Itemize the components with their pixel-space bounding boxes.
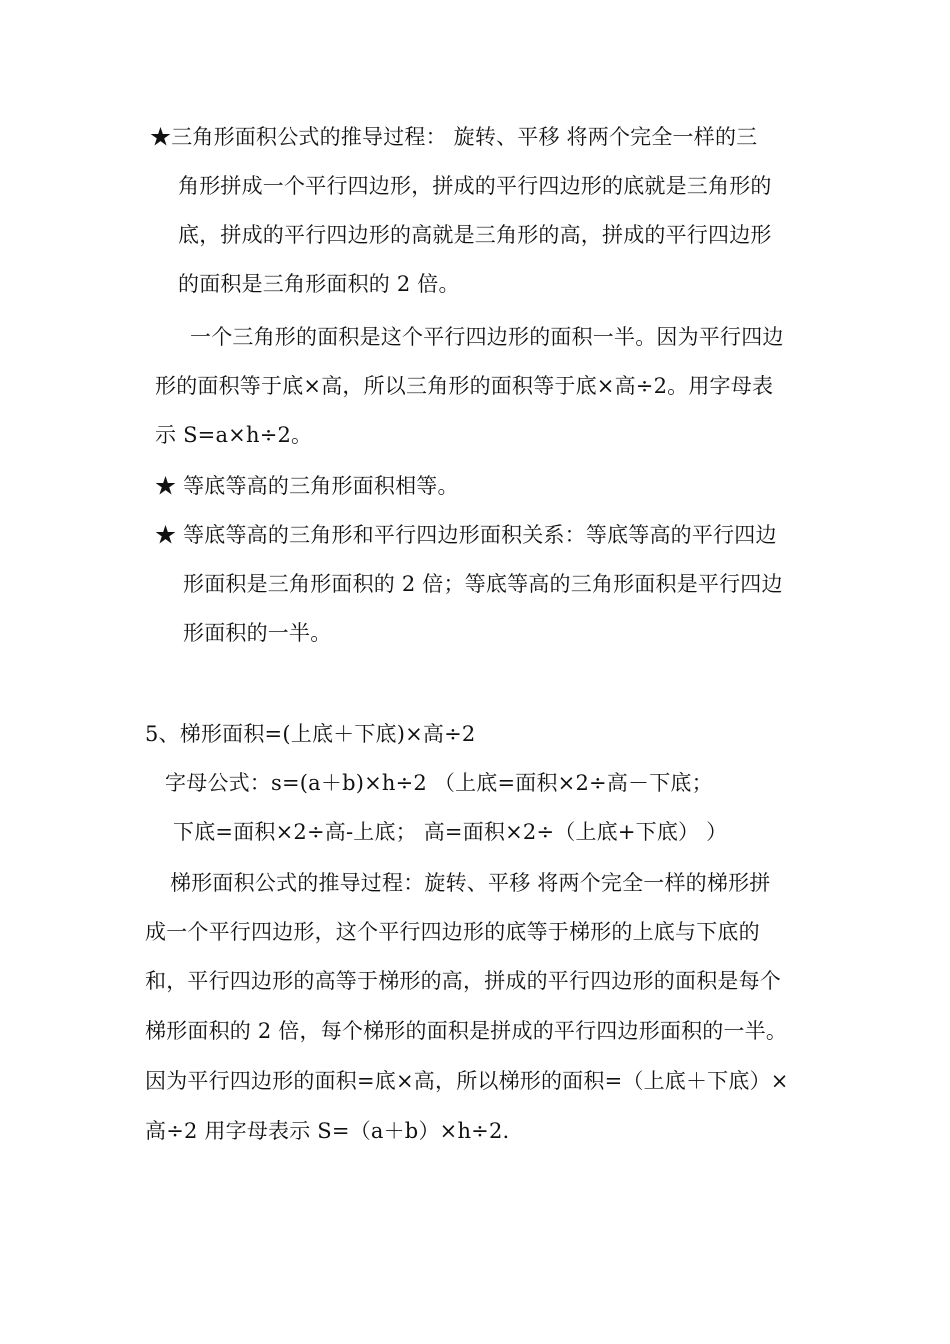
- relation-line-2: 形面积是三角形面积的 2 倍；等底等高的三角形面积是平行四边: [183, 572, 783, 596]
- trapezoid-formula-line-1: 字母公式：s=(a＋b)×h÷2 （上底=面积×2÷高－下底；: [165, 771, 713, 795]
- trapezoid-derivation-line-3: 和，平行四边形的高等于梯形的高，拼成的平行四边形的面积是每个: [145, 969, 781, 993]
- trapezoid-derivation-line-4: 梯形面积的 2 倍，每个梯形的面积是拼成的平行四边形面积的一半。: [145, 1019, 788, 1043]
- triangle-half-line-1: 一个三角形的面积是这个平行四边形的面积一半。因为平行四边: [190, 325, 784, 349]
- trapezoid-formula-line-2: 下底=面积×2÷高-上底； 高=面积×2÷（上底+下底） ）: [173, 820, 728, 844]
- relation-line-3: 形面积的一半。: [183, 621, 332, 645]
- triangle-derivation-line-4: 的面积是三角形面积的 2 倍。: [178, 272, 460, 296]
- trapezoid-derivation-line-2: 成一个平行四边形，这个平行四边形的底等于梯形的上底与下底的: [145, 920, 760, 944]
- equal-base-height-note: ★ 等底等高的三角形面积相等。: [155, 474, 459, 498]
- trapezoid-derivation-line-1: 梯形面积公式的推导过程：旋转、平移 将两个完全一样的梯形拼: [170, 871, 771, 895]
- triangle-half-line-3: 示 S=a×h÷2。: [155, 423, 313, 447]
- trapezoid-derivation-line-5: 因为平行四边形的面积=底×高，所以梯形的面积=（上底＋下底）×: [145, 1069, 789, 1093]
- trapezoid-derivation-line-6: 高÷2 用字母表示 S=（a＋b）×h÷2.: [145, 1119, 510, 1143]
- trapezoid-heading: 5、梯形面积=(上底＋下底)×高÷2: [145, 722, 476, 746]
- triangle-derivation-line-2: 角形拼成一个平行四边形，拼成的平行四边形的底就是三角形的: [178, 174, 772, 198]
- triangle-half-line-2: 形的面积等于底×高，所以三角形的面积等于底×高÷2。用字母表: [155, 374, 774, 398]
- triangle-derivation-line-1: ★三角形面积公式的推导过程： 旋转、平移 将两个完全一样的三: [150, 125, 758, 149]
- triangle-derivation-line-3: 底，拼成的平行四边形的高就是三角形的高，拼成的平行四边形: [178, 223, 772, 247]
- relation-line-1: ★ 等底等高的三角形和平行四边形面积关系：等底等高的平行四边: [155, 523, 777, 547]
